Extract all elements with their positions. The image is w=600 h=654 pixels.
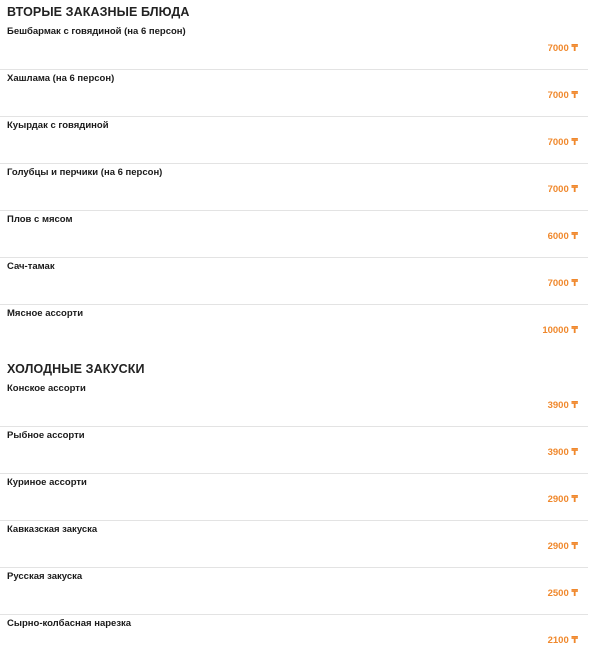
menu-item (0, 211, 588, 258)
menu-item-name: Хашлама (на 6 персон) (7, 73, 115, 84)
menu-item-price: 2100 ₸ (547, 635, 578, 646)
menu-item-name: Русская закуска (7, 571, 83, 582)
menu-item (0, 474, 588, 521)
section-title: ХОЛОДНЫЕ ЗАКУСКИ (7, 362, 145, 376)
menu-item (0, 615, 588, 654)
menu-item-price: 7000 ₸ (547, 90, 578, 101)
menu-item (0, 117, 588, 164)
menu-item-price: 7000 ₸ (547, 184, 578, 195)
menu-item-price: 7000 ₸ (547, 137, 578, 148)
menu-item-name: Рыбное ассорти (7, 430, 85, 441)
menu-item-price: 6000 ₸ (547, 231, 578, 242)
menu-item-price: 7000 ₸ (547, 43, 578, 54)
menu-item-name: Плов с мясом (7, 214, 73, 225)
menu-item-name: Куырдак с говядиной (7, 120, 109, 131)
menu-item (0, 164, 588, 211)
menu-item-price: 10000 ₸ (542, 325, 578, 336)
menu-item-name: Сырно-колбасная нарезка (7, 618, 132, 629)
menu-item (0, 305, 588, 352)
menu-item (0, 521, 588, 568)
menu-item-price: 2900 ₸ (547, 541, 578, 552)
menu-item (0, 427, 588, 474)
menu-item-price: 3900 ₸ (547, 400, 578, 411)
menu-item-name: Конское ассорти (7, 383, 86, 394)
menu-item (0, 568, 588, 615)
menu-item-name: Мясное ассорти (7, 308, 84, 319)
menu-item-price: 2900 ₸ (547, 494, 578, 505)
menu-item-name: Куриное ассорти (7, 477, 87, 488)
menu-item-name: Бешбармак с говядиной (на 6 персон) (7, 26, 186, 37)
menu-item (0, 380, 588, 427)
menu-item (0, 23, 588, 70)
menu-item-price: 2500 ₸ (547, 588, 578, 599)
menu-item (0, 70, 588, 117)
menu-item-name: Сач-тамак (7, 261, 55, 272)
menu-item-name: Голубцы и перчики (на 6 персон) (7, 167, 163, 178)
section-title: ВТОРЫЕ ЗАКАЗНЫЕ БЛЮДА (7, 5, 190, 19)
menu-item (0, 258, 588, 305)
menu-item-name: Кавказская закуска (7, 524, 98, 535)
menu-item-price: 3900 ₸ (547, 447, 578, 458)
menu-item-price: 7000 ₸ (547, 278, 578, 289)
